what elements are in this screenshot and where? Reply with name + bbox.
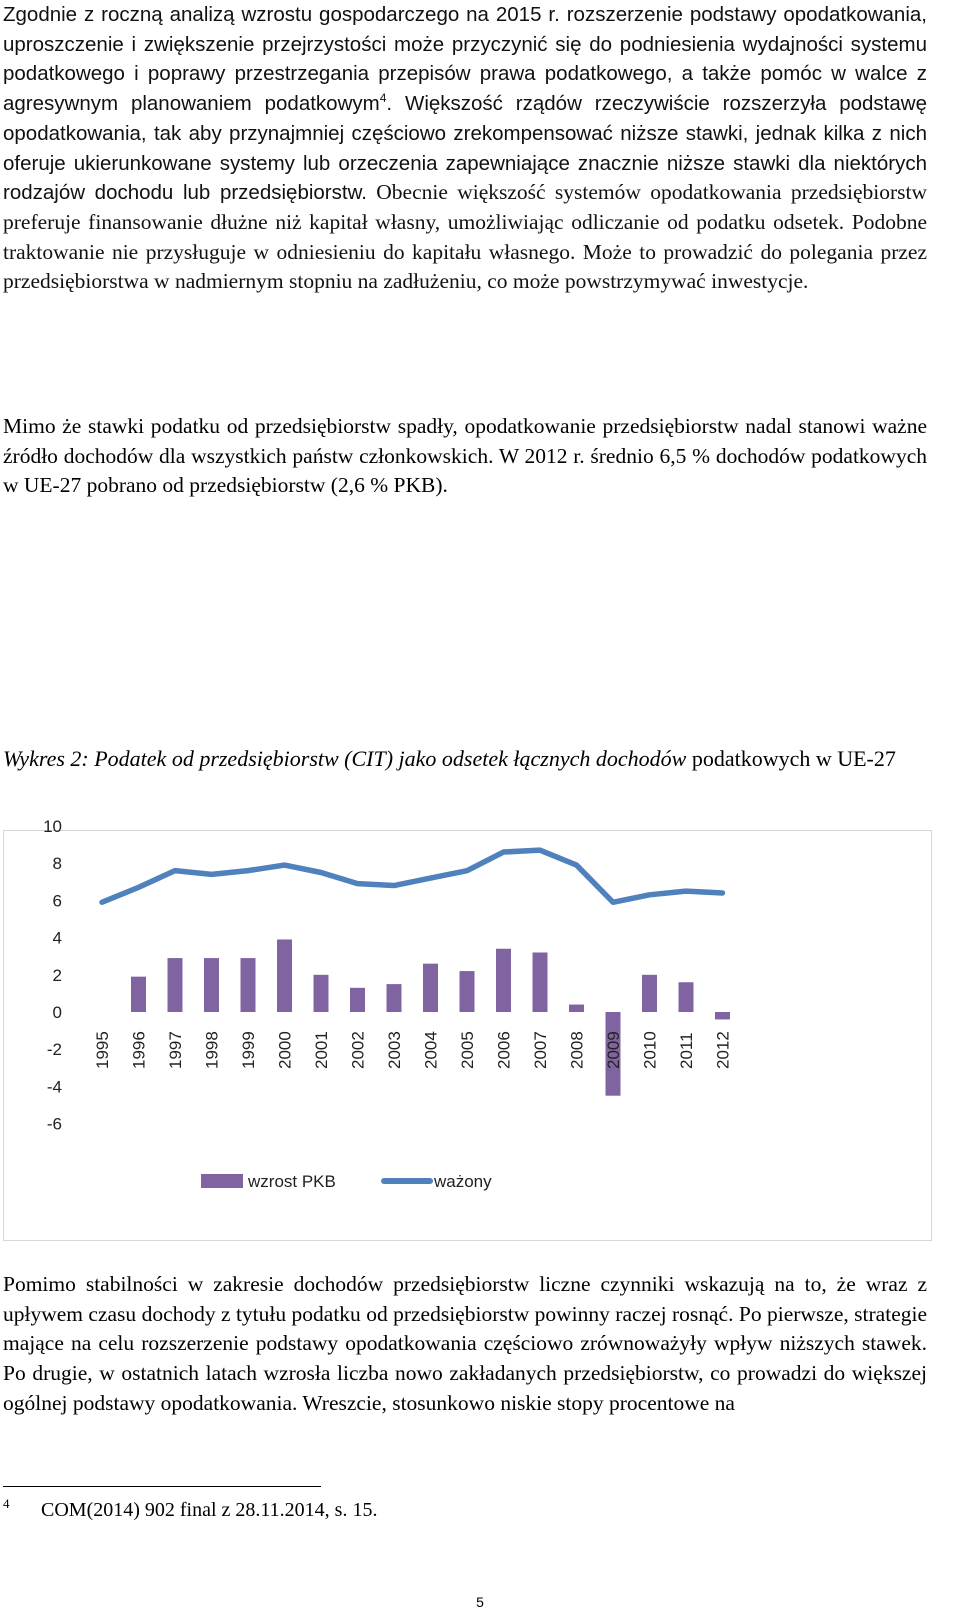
chart — [3, 817, 932, 1241]
footnote: 4 COM(2014) 902 final z 28.11.2014, s. 15. — [3, 1496, 378, 1521]
x-tick-label: 1997 — [166, 1031, 185, 1069]
chart-caption-normal: podatkowych w UE-27 — [691, 746, 896, 771]
bar — [387, 984, 402, 1012]
bar — [460, 971, 475, 1012]
bar — [314, 975, 329, 1012]
x-tick-label: 2004 — [421, 1031, 441, 1069]
paragraph-3: Pomimo stabilności w zakresie dochodów przedsiębiorstw liczne czynniki wskazują na to, że wraz z upływem czasu dochody z tytułu podatku od przedsiębiorstw powinny raczej rosnąć. Po pierwsze, strategie mające na celu rozszerzenie podstawy opodatkowania częściowo zrównoważyły wpływ niższych stawek. Po drugie, w ostatnich latach wzrosła liczba nowo zakładanych przedsiębiorstw, co prowadzi do większej ogólnej podstawy opodatkowania. Wreszcie, stosunkowo niskie stopy procentowe na — [3, 1272, 927, 1415]
y-tick-label: 6 — [52, 891, 62, 911]
x-tick-label: 2005 — [458, 1031, 477, 1069]
y-tick-label: 4 — [52, 928, 62, 948]
x-tick-label: 2009 — [604, 1031, 623, 1069]
x-tick-label: 1998 — [202, 1031, 222, 1069]
paragraph-1-sans: Zgodnie z roczną analizą wzrostu gospodarczego na 2015 r. rozszerzenie podstawy opodatkowania, uproszczenie i zwiększenie przejrzystości może przyczynić się do podniesienia wydajności systemu podatkowego i poprawy przestrzegania przepisów prawa podatkowego, a także pomóc w walce z agresywnym planowaniem podatkowym — [3, 3, 927, 116]
bar — [277, 939, 292, 1012]
bar — [423, 964, 438, 1012]
x-tick-label: 2006 — [494, 1031, 514, 1069]
paragraph-1-sans-cont: . Większość rządów rzeczywiście rozszerzyła podstawę opodatkowania, tak aby przynajmniej częściowo zrekompensować niższe stawki, jednak kilka z nich oferuje ukierunkowane systemy lub orzeczenia zapewniające znacznie niższe stawki dla niektórych rodzajów dochodu lub przedsiębiorstw. — [3, 92, 927, 205]
x-tick-label: 2010 — [640, 1031, 660, 1069]
x-tick-label: 2007 — [531, 1031, 550, 1069]
paragraph-1 — [3, 0, 927, 297]
bar — [131, 977, 146, 1012]
bar — [350, 988, 365, 1012]
chart-svg — [4, 817, 933, 1242]
footnote-text: COM(2014) 902 final z 28.11.2014, s. 15. — [41, 1499, 378, 1521]
bar — [241, 958, 256, 1012]
y-tick-label: 0 — [52, 1003, 62, 1022]
footnote-rule — [3, 1486, 321, 1487]
y-tick-label: -4 — [46, 1077, 62, 1097]
x-tick-label: 2012 — [713, 1031, 733, 1069]
chart-caption-italic: Wykres 2: Podatek od przedsiębiorstw (CIT) jako odsetek łącznych dochodów — [3, 746, 687, 771]
x-tick-label: 1999 — [239, 1031, 258, 1069]
paragraph-1-serif: Obecnie większość systemów opodatkowania przedsiębiorstw preferuje finansowanie dłużne niż kapitał własny, umożliwiając odliczanie od podatku odsetek. Podobne traktowanie nie przysługuje w odniesieniu do kapitału własnego. Może to prowadzić do polegania przez przedsiębiorstwa w nadmiernym stopniu na zadłużeniu, co może powstrzymywać inwestycje. — [3, 180, 927, 294]
bar — [679, 982, 694, 1012]
x-tick-label: 1996 — [129, 1031, 149, 1069]
bar — [569, 1005, 584, 1012]
legend-label: wzrost PKB — [248, 1172, 336, 1191]
chart-caption — [3, 744, 927, 774]
y-tick-label: -6 — [46, 1114, 62, 1134]
line-series — [102, 850, 723, 902]
page-number: 5 — [476, 1594, 484, 1610]
legend-label: ważony — [434, 1172, 492, 1191]
bar — [168, 958, 183, 1012]
y-tick-label: 8 — [52, 854, 62, 874]
y-tick-label: 10 — [43, 817, 62, 836]
x-tick-label: 2003 — [385, 1031, 404, 1069]
legend-swatch-bar — [201, 1174, 243, 1188]
x-tick-label: 2008 — [567, 1031, 587, 1069]
bar — [533, 952, 548, 1012]
x-tick-label: 2002 — [348, 1031, 368, 1069]
paragraph-2: Mimo że stawki podatku od przedsiębiorstw spadły, opodatkowanie przedsiębiorstw nadal stanowi ważne źródło dochodów dla wszystkich państw członkowskich. W 2012 r. średnio 6,5 % dochodów podatkowych w UE-27 pobrano od przedsiębiorstw (2,6 % PKB). — [3, 414, 927, 498]
x-tick-label: 2001 — [312, 1031, 331, 1069]
y-tick-label: -2 — [46, 1040, 62, 1060]
bar — [204, 958, 219, 1012]
bar — [715, 1012, 730, 1019]
x-tick-label: 2000 — [275, 1031, 295, 1069]
x-tick-label: 2011 — [677, 1032, 696, 1069]
y-tick-label: 2 — [52, 965, 62, 985]
bar — [642, 975, 657, 1012]
bar — [496, 949, 511, 1012]
footnote-ref[interactable]: 4 — [379, 91, 387, 106]
x-tick-label: 1995 — [93, 1031, 112, 1069]
